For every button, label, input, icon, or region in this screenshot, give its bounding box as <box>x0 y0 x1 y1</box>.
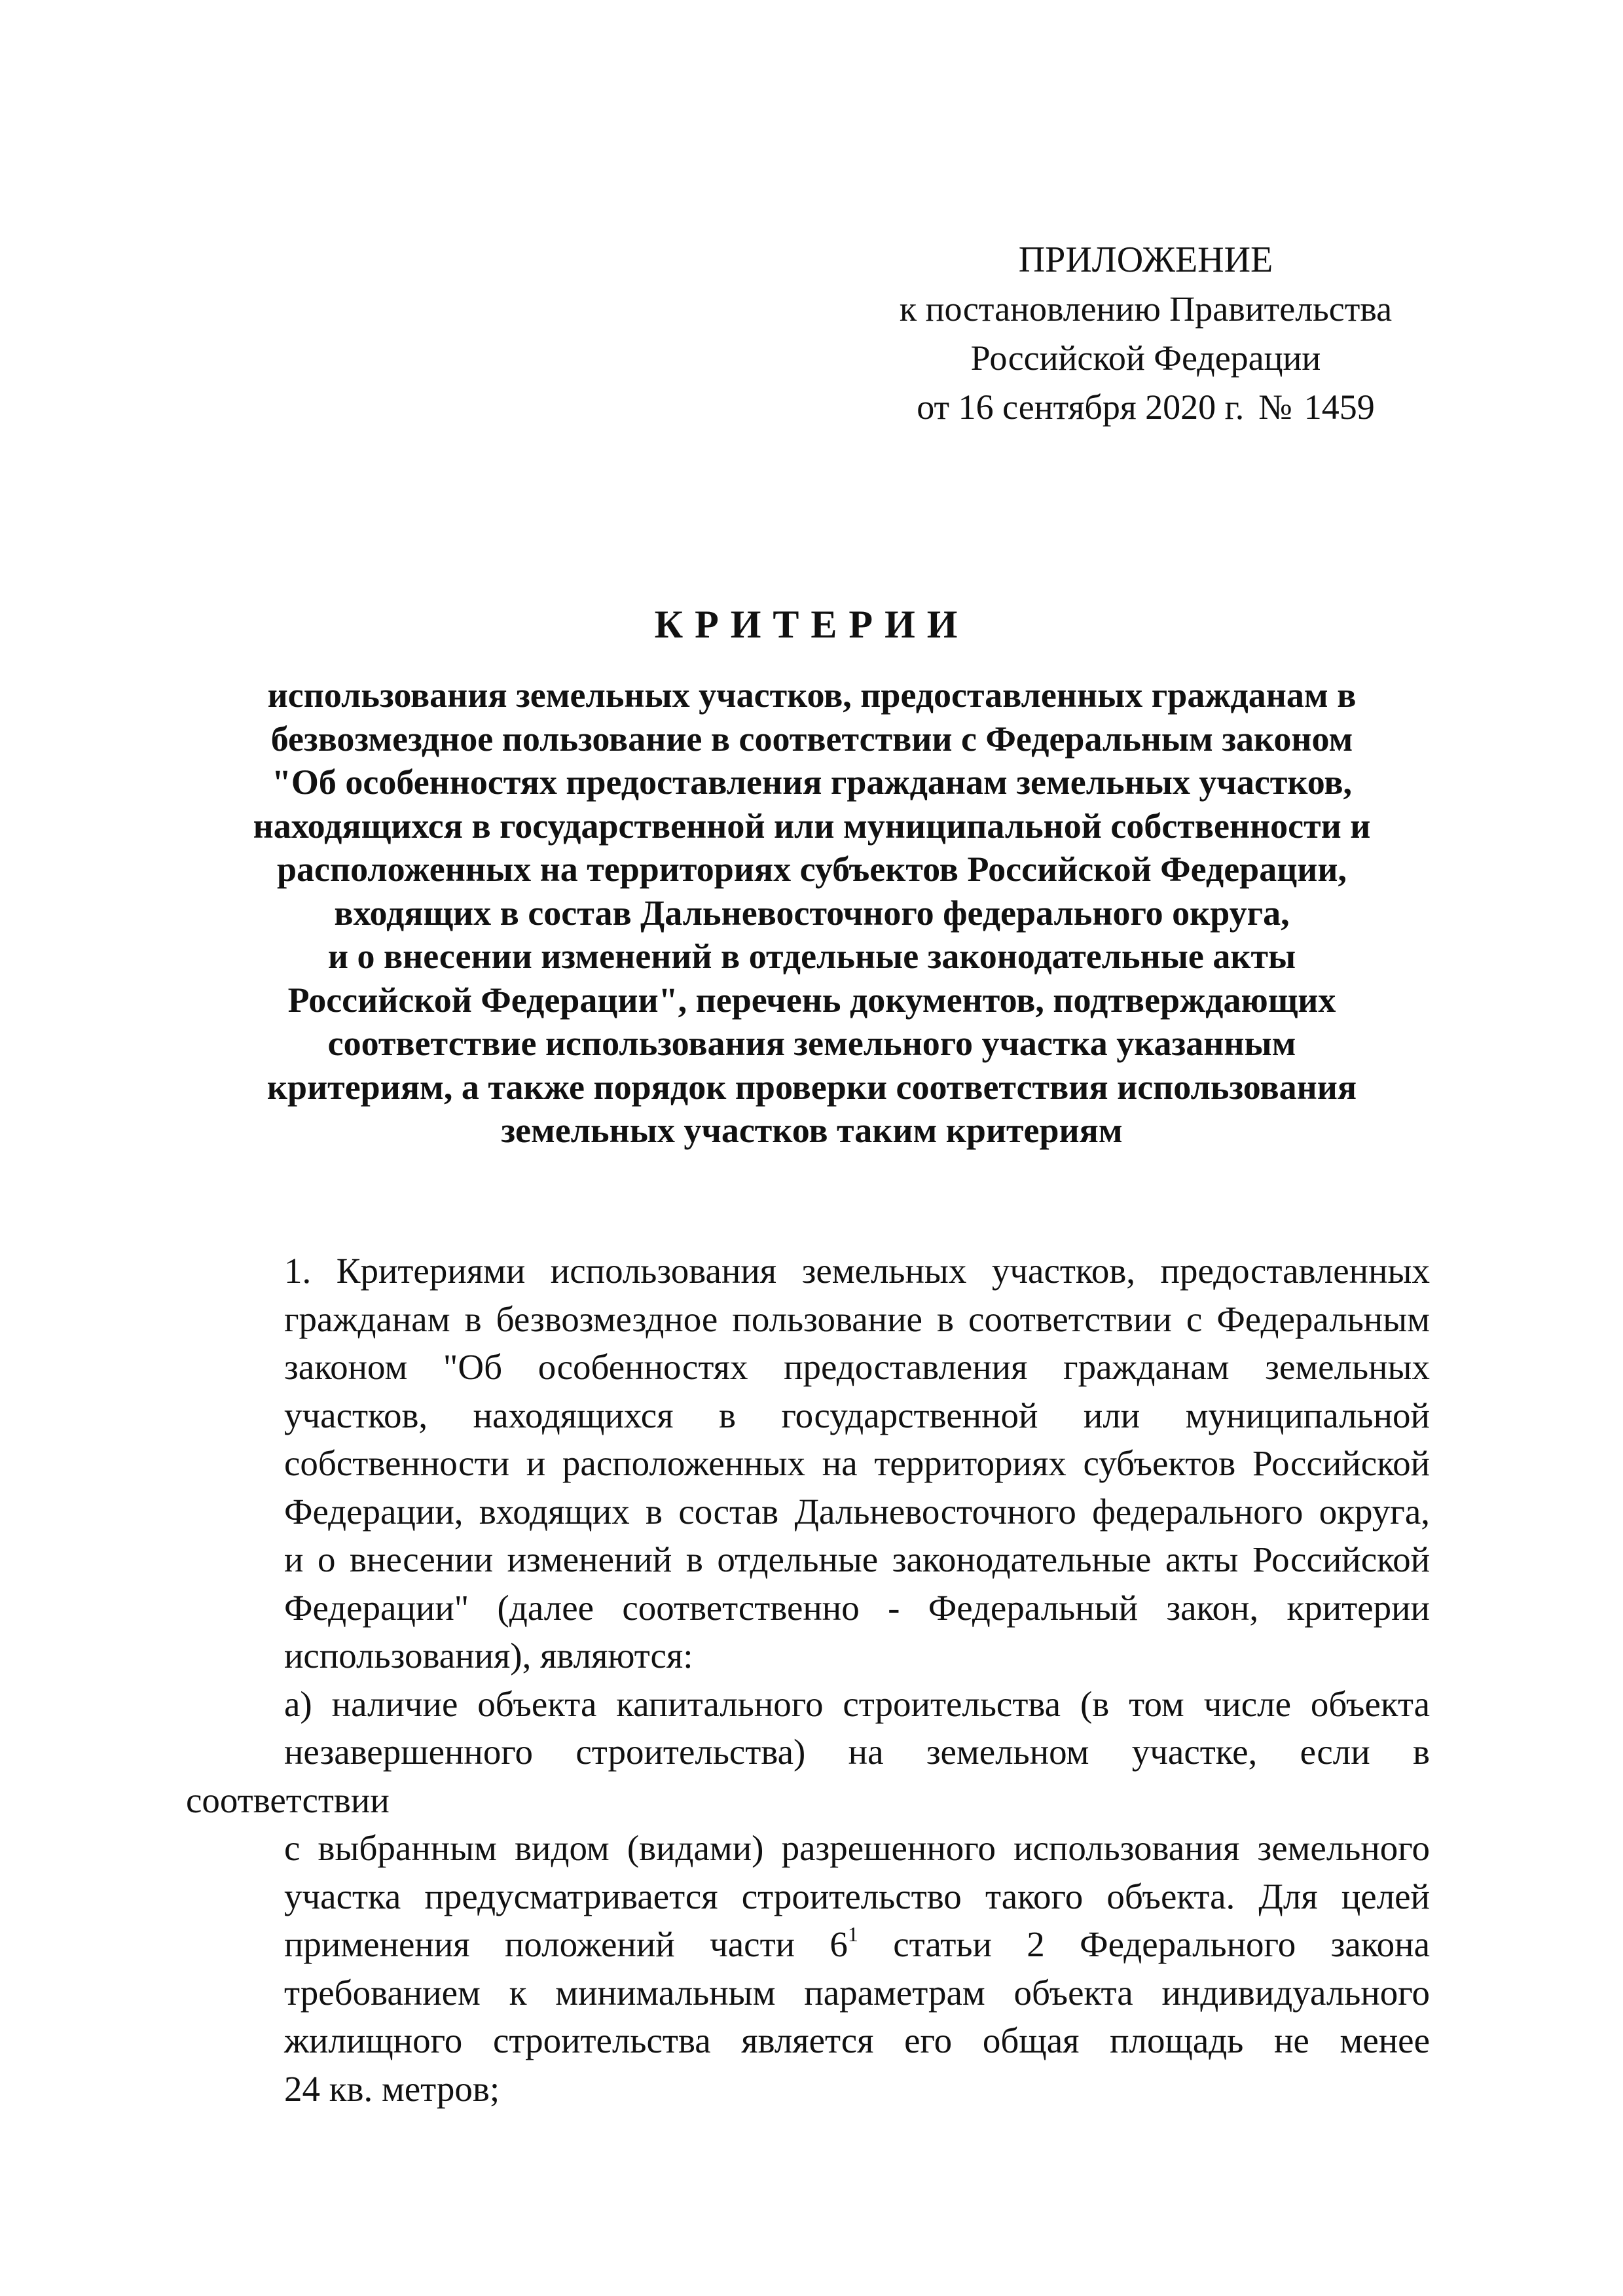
paragraph-1 <box>186 1247 1430 1680</box>
text-line: собственности и расположенных на территориях субъектов Российской <box>284 1443 1430 1483</box>
subtitle-line: критериям, а также порядок проверки соответствия использования <box>266 1067 1357 1107</box>
subtitle-line: земельных участков таким критериям <box>501 1111 1123 1150</box>
text-line: 24 кв. метров; <box>284 2068 500 2109</box>
text-line: жилищного строительства является его общая площадь не менее <box>284 2020 1430 2060</box>
text-fragment: применения положений части 6 <box>284 1924 848 1964</box>
text-line: с выбранным видом (видами) разрешенного использования земельного <box>284 1828 1430 1868</box>
text-line: участка предусматривается строительство такого объекта. Для целей <box>284 1876 1430 1916</box>
appendix-header <box>851 236 1440 432</box>
document-title-block <box>183 602 1440 1153</box>
appendix-ref-line-2: Российской Федерации <box>970 338 1321 378</box>
subtitle-line: Российской Федерации", перечень документов, подтверждающих <box>287 980 1336 1020</box>
text-line: законом "Об особенностях предоставления гражданам земельных <box>284 1347 1430 1387</box>
text-line: Федерации" (далее соответственно - Федеральный закон, критерии <box>284 1587 1430 1628</box>
text-line: и о внесении изменений в отдельные законодательные акты Российской <box>284 1539 1430 1579</box>
subtitle-line: "Об особенностях предоставления гражданам земельных участков, <box>271 762 1353 802</box>
subtitle-line: находящихся в государственной или муниципальной собственности и <box>253 806 1371 846</box>
document-subtitle <box>183 673 1440 1153</box>
appendix-ref-date <box>851 383 1440 432</box>
text-fragment: статьи 2 Федерального закона <box>858 1924 1430 1964</box>
text-line: требованием к минимальным параметрам объекта индивидуального <box>284 1972 1430 2013</box>
superscript: 1 <box>847 1922 858 1946</box>
subtitle-line: безвозмездное пользование в соответствии с Федеральным законом <box>270 719 1353 759</box>
appendix-ref-line-1: к постановлению Правительства <box>899 289 1393 329</box>
text-line: а) наличие объекта капитального строительства (в том числе объекта <box>284 1683 1430 1724</box>
subtitle-line: использования земельных участков, предоставленных гражданам в <box>267 675 1357 715</box>
appendix-date: от 16 сентября 2020 г. <box>917 387 1245 427</box>
text-line: 1. Критериями использования земельных участков, предоставленных <box>284 1251 1430 1291</box>
appendix-title: ПРИЛОЖЕНИЕ <box>1018 240 1273 280</box>
subtitle-line: соответствие использования земельного участка указанным <box>327 1024 1296 1063</box>
text-line: гражданам в безвозмездное пользование в соответствии с Федеральным <box>284 1299 1430 1339</box>
text-line: незавершенного строительства) на земельном участке, если в соответствии <box>186 1732 1430 1820</box>
subtitle-line: входящих в состав Дальневосточного федерального округа, <box>334 893 1290 933</box>
paragraph-2-item-a <box>186 1680 1430 2113</box>
document-heading: КРИТЕРИИ <box>654 603 970 646</box>
text-line: использования), являются: <box>284 1636 693 1676</box>
document-body <box>186 1247 1430 2113</box>
number-sign: № <box>1258 387 1292 427</box>
text-line: участков, находящихся в государственной или муниципальной <box>284 1395 1430 1435</box>
subtitle-line: и о внесении изменений в отдельные законодательные акты <box>327 937 1296 976</box>
subtitle-line: расположенных на территориях субъектов Российской Федерации, <box>276 850 1347 889</box>
text-line: Федерации, входящих в состав Дальневосточного федерального округа, <box>284 1491 1430 1532</box>
appendix-number: 1459 <box>1304 387 1375 427</box>
text-line-with-superscript <box>186 1920 1430 1969</box>
